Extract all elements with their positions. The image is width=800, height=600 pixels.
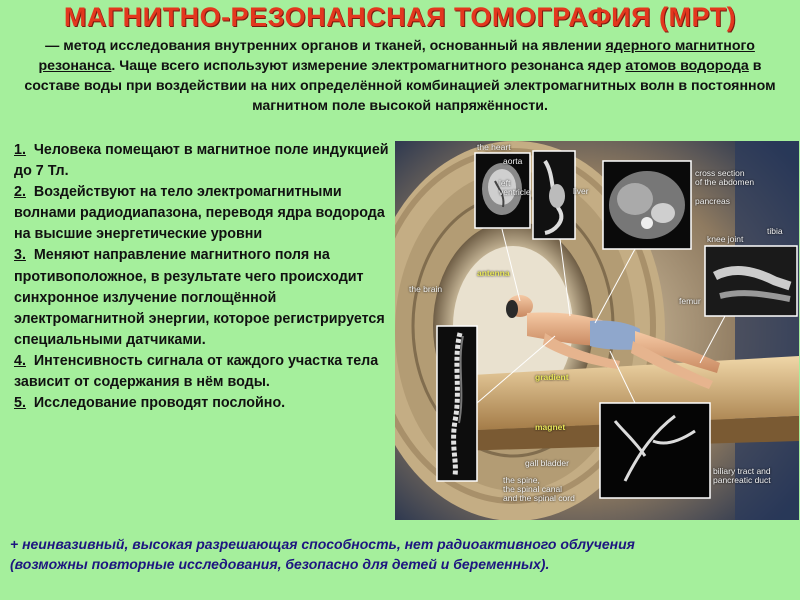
label-pancreas: pancreas: [695, 196, 730, 206]
biliary-scan: [600, 403, 710, 498]
intro-text-3: в составе воды при воздействии на них определённой комбинацией электромагнитных волн в постоянном магнитном поле высокой напряжённости.: [24, 58, 776, 114]
step-number: 4.: [14, 352, 26, 369]
intro-text-2: . Чаще всего используют измерение электромагнитного резонанса ядер: [111, 58, 622, 74]
link-hydrogen-atoms[interactable]: атомов водорода: [625, 58, 749, 74]
step-text: Меняют направление магнитного поля на противоположное, в результате чего происходит синхронное излучение поглощённой электромагнитной энергии, которое регистрируется специальными датчиками.: [14, 247, 385, 348]
step-number: 5.: [14, 395, 26, 412]
label-spine: the spine, the spinal canal and the spinal cord: [503, 475, 575, 503]
label-left-ventricle: left ventricle: [499, 178, 531, 197]
step-2: [14, 182, 390, 245]
step-text: Воздействуют на тело электромагнитными волнами радиодиапазона, переводя ядра водорода на высшие энергетические уровни: [14, 184, 385, 243]
label-antenna: antenna: [477, 268, 510, 278]
step-number: 1.: [14, 142, 26, 158]
page-title: МАГНИТНО-РЕЗОНАНСНАЯ ТОМОГРАФИЯ (МРТ): [63, 2, 737, 32]
label-brain: the brain: [409, 284, 443, 294]
advantages-note: [10, 534, 790, 574]
label-tibia: tibia: [767, 226, 783, 236]
label-knee-joint: knee joint: [707, 234, 744, 244]
note-line-2: (возможны повторные исследования, безопасно для детей и беременных).: [10, 556, 550, 572]
label-liver: liver: [573, 186, 589, 196]
step-1: [14, 140, 390, 182]
step-3: [14, 245, 390, 350]
label-aorta: aorta: [503, 156, 523, 166]
step-text: Исследование проводят послойно.: [33, 395, 286, 412]
step-text: Человека помещают в магнитное поле индукцией до 7 Тл.: [14, 142, 389, 180]
mri-illustration: [395, 141, 799, 520]
link-nmr[interactable]: ядерного магнитного резонанса: [38, 38, 755, 74]
label-magnet: magnet: [535, 422, 566, 432]
step-text: Интенсивность сигнала от каждого участка тела зависит от содержания в нём воды.: [14, 352, 379, 391]
spine-scan: [437, 326, 477, 481]
label-cross-section: cross section of the abdomen: [695, 168, 755, 187]
note-line-1: + неинвазивный, высокая разрешающая способность, нет радиоактивного облучения: [10, 536, 635, 552]
label-femur: femur: [679, 296, 701, 306]
step-5: [14, 393, 390, 414]
steps-list: [14, 140, 390, 414]
label-gall-bladder: gall bladder: [525, 458, 569, 468]
step-4: [14, 351, 390, 393]
mri-scene-graphic: [395, 141, 799, 520]
step-number: 2.: [14, 184, 26, 201]
label-heart: the heart: [477, 142, 511, 152]
step-number: 3.: [14, 247, 26, 264]
label-gradient: gradient: [535, 372, 569, 382]
intro-paragraph: [10, 36, 790, 116]
intro-text-1: — метод исследования внутренних органов и тканей, основанный на явлении: [45, 38, 602, 54]
label-biliary-tract: biliary tract and pancreatic duct: [713, 466, 771, 485]
